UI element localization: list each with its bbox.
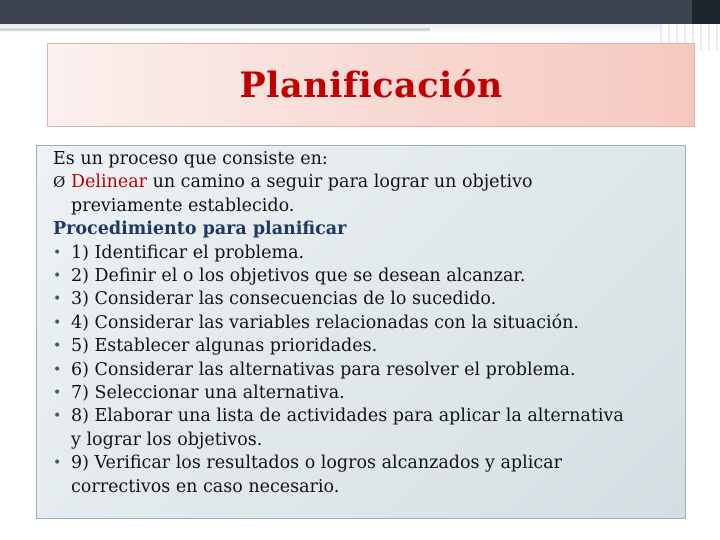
arrow-bullet-icon: Ø (53, 173, 66, 192)
content-box (36, 145, 686, 519)
arrow-item (53, 171, 671, 194)
list-item (53, 288, 671, 311)
top-stripe-line (0, 28, 430, 31)
arrow-item-text (71, 171, 671, 194)
list-item-line: 1) Identificar el problema. (71, 242, 305, 263)
section-heading: Procedimiento para planificar (53, 219, 347, 240)
list-item-line: 6) Considerar las alternativas para resolver el problema. (71, 359, 576, 380)
slide-title: Planificación (239, 64, 503, 106)
list-item-text (71, 359, 671, 382)
bullet-icon: • (53, 385, 62, 402)
bullet-icon: • (53, 314, 62, 331)
list-item (53, 312, 671, 335)
list-item-text (71, 382, 671, 405)
arrow-item-highlight: Delinear (71, 172, 148, 193)
list-item-text (71, 405, 671, 452)
bullet-icon: • (53, 361, 62, 378)
arrow-item-continuation: previamente establecido. (71, 195, 295, 216)
list-item-line: 9) Verificar los resultados o logros alcanzados y aplicar (71, 453, 562, 474)
list-item (53, 382, 671, 405)
list-item-text (71, 335, 671, 358)
top-bar (0, 0, 720, 24)
list-item-line: 5) Establecer algunas prioridades. (71, 336, 378, 357)
list-item (53, 359, 671, 382)
list-item-line: 8) Elaborar una lista de actividades para aplicar la alternativa (71, 406, 624, 427)
list-item (53, 242, 671, 265)
steps-list (53, 242, 671, 499)
list-item-line: 2) Definir el o los objetivos que se desean alcanzar. (71, 266, 526, 287)
bullet-icon: • (53, 455, 62, 472)
intro-text: Es un proceso que consiste en: (53, 149, 328, 169)
list-item (53, 335, 671, 358)
list-item-line: 4) Considerar las variables relacionadas con la situación. (71, 312, 579, 333)
list-item (53, 265, 671, 288)
list-item-text (71, 452, 671, 499)
list-item-continuation: correctivos en caso necesario. (71, 476, 340, 497)
list-item (53, 452, 671, 499)
bullet-icon: • (53, 244, 62, 261)
list-item-text (71, 288, 671, 311)
arrow-item-rest: un camino a seguir para lograr un objetivo (147, 172, 533, 193)
list-item-text (71, 265, 671, 288)
top-bar-accent (692, 0, 720, 24)
list-item-line: 7) Seleccionar una alternativa. (71, 383, 345, 404)
bullet-icon: • (53, 408, 62, 425)
list-item-text (71, 312, 671, 335)
list-item-text (71, 242, 671, 265)
bullet-icon: • (53, 291, 62, 308)
bullet-icon: • (53, 338, 62, 355)
list-item-continuation: y lograr los objetivos. (71, 429, 263, 450)
title-box (47, 43, 695, 127)
list-item-line: 3) Considerar las consecuencias de lo sucedido. (71, 289, 497, 310)
list-item (53, 405, 671, 452)
bullet-icon: • (53, 268, 62, 285)
